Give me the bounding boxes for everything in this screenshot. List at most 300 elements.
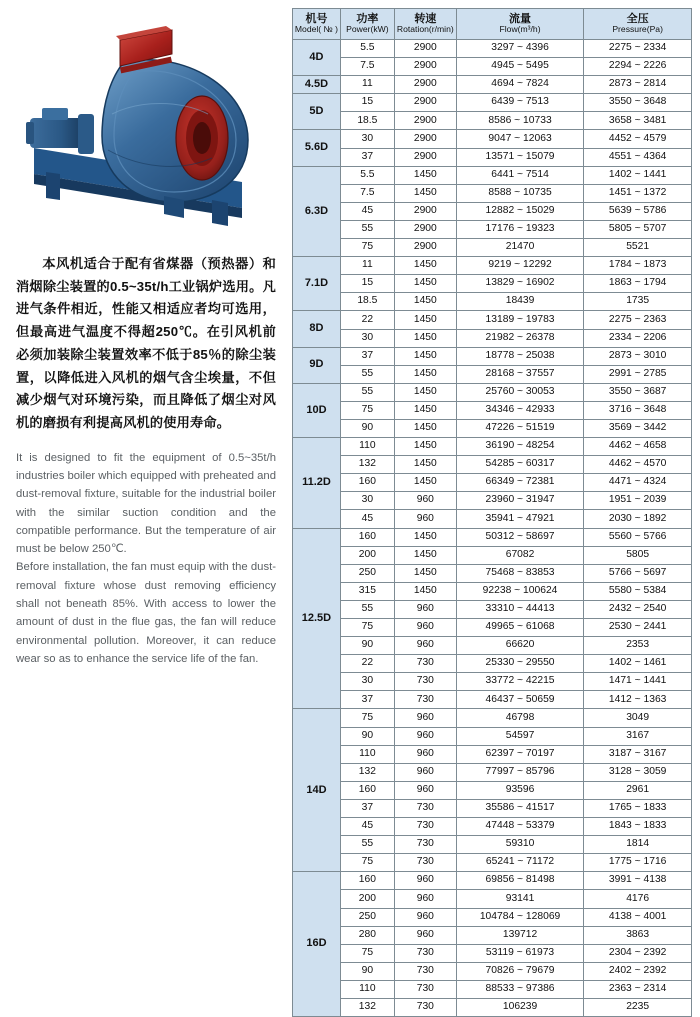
cell-flow: 8586 ~ 10733: [456, 112, 584, 130]
cell-power: 110: [340, 980, 394, 998]
table-row: [293, 818, 692, 836]
table-row: [293, 546, 692, 564]
cell-pressure: 4462 ~ 4570: [584, 456, 692, 474]
cell-rotation: 960: [394, 926, 456, 944]
table-row: [293, 275, 692, 293]
table-row: [293, 727, 692, 745]
table-row: [293, 944, 692, 962]
cell-power: 30: [340, 492, 394, 510]
cell-pressure: 3128 ~ 3059: [584, 763, 692, 781]
cell-rotation: 2900: [394, 58, 456, 76]
cell-rotation: 1450: [394, 456, 456, 474]
table-row: [293, 76, 692, 94]
cell-pressure: 2030 ~ 1892: [584, 510, 692, 528]
cell-pressure: 5521: [584, 239, 692, 257]
cell-rotation: 960: [394, 600, 456, 618]
cell-rotation: 960: [394, 727, 456, 745]
cell-power: 45: [340, 202, 394, 220]
cell-power: 18.5: [340, 112, 394, 130]
cell-power: 280: [340, 926, 394, 944]
column-header-flow-cn: 流量: [509, 12, 532, 25]
column-header-pressure: [584, 9, 692, 40]
cell-flow: 25330 ~ 29550: [456, 655, 584, 673]
cell-power: 15: [340, 275, 394, 293]
table-header: [293, 9, 692, 40]
table-row: [293, 329, 692, 347]
cell-flow: 65241 ~ 71172: [456, 854, 584, 872]
cell-flow: 47448 ~ 53379: [456, 818, 584, 836]
specification-table-wrapper: [292, 8, 692, 1017]
table-row: [293, 419, 692, 437]
cell-rotation: 1450: [394, 347, 456, 365]
cell-power: 75: [340, 619, 394, 637]
table-row: [293, 998, 692, 1016]
cell-power: 7.5: [340, 58, 394, 76]
cell-power: 45: [340, 510, 394, 528]
cell-pressure: 1451 ~ 1372: [584, 184, 692, 202]
cell-flow: 6441 ~ 7514: [456, 166, 584, 184]
cell-power: 75: [340, 709, 394, 727]
cell-rotation: 1450: [394, 166, 456, 184]
cell-rotation: 1450: [394, 419, 456, 437]
cell-rotation: 1450: [394, 311, 456, 329]
cell-power: 132: [340, 763, 394, 781]
cell-pressure: 2873 ~ 3010: [584, 347, 692, 365]
cell-pressure: 3167: [584, 727, 692, 745]
cell-flow: 139712: [456, 926, 584, 944]
cell-pressure: 1402 ~ 1461: [584, 655, 692, 673]
cell-flow: 54597: [456, 727, 584, 745]
table-row: [293, 691, 692, 709]
cell-model: 14D: [293, 709, 341, 872]
cell-rotation: 730: [394, 799, 456, 817]
cell-pressure: 1471 ~ 1441: [584, 673, 692, 691]
cell-power: 160: [340, 474, 394, 492]
cell-flow: 46798: [456, 709, 584, 727]
cell-power: 250: [340, 908, 394, 926]
cell-model: 16D: [293, 872, 341, 1017]
column-header-flow: [456, 9, 584, 40]
cell-rotation: 1450: [394, 184, 456, 202]
column-header-model: [293, 9, 341, 40]
table-row: [293, 40, 692, 58]
cell-flow: 18778 ~ 25038: [456, 347, 584, 365]
cell-flow: 92238 ~ 100624: [456, 582, 584, 600]
cell-flow: 3297 ~ 4396: [456, 40, 584, 58]
cell-pressure: 2275 ~ 2363: [584, 311, 692, 329]
cell-rotation: 730: [394, 655, 456, 673]
cell-power: 5.5: [340, 40, 394, 58]
cell-flow: 28168 ~ 37557: [456, 365, 584, 383]
cell-flow: 66620: [456, 637, 584, 655]
cell-flow: 6439 ~ 7513: [456, 94, 584, 112]
table-row: [293, 600, 692, 618]
table-row: [293, 401, 692, 419]
table-body: [293, 40, 692, 1017]
table-row: [293, 202, 692, 220]
table-row: [293, 148, 692, 166]
cell-pressure: 2530 ~ 2441: [584, 619, 692, 637]
cell-model: 4.5D: [293, 76, 341, 94]
cell-power: 55: [340, 365, 394, 383]
cell-pressure: 2991 ~ 2785: [584, 365, 692, 383]
cell-power: 18.5: [340, 293, 394, 311]
cell-power: 30: [340, 130, 394, 148]
fan-product-image: [16, 22, 274, 247]
table-row: [293, 962, 692, 980]
cell-pressure: 3863: [584, 926, 692, 944]
cell-model: 7.1D: [293, 257, 341, 311]
table-row: [293, 854, 692, 872]
cell-flow: 8588 ~ 10735: [456, 184, 584, 202]
cell-rotation: 2900: [394, 130, 456, 148]
table-row: [293, 799, 692, 817]
cell-rotation: 960: [394, 781, 456, 799]
cell-rotation: 1450: [394, 582, 456, 600]
table-row: [293, 94, 692, 112]
cell-rotation: 960: [394, 763, 456, 781]
cell-flow: 13571 ~ 15079: [456, 148, 584, 166]
cell-rotation: 730: [394, 980, 456, 998]
table-row: [293, 492, 692, 510]
column-header-power: [340, 9, 394, 40]
cell-rotation: 960: [394, 709, 456, 727]
cell-power: 132: [340, 998, 394, 1016]
fan-inlet-cone: [176, 96, 228, 180]
cell-flow: 62397 ~ 70197: [456, 745, 584, 763]
cell-model: 9D: [293, 347, 341, 383]
cell-rotation: 1450: [394, 528, 456, 546]
column-header-rotation: [394, 9, 456, 40]
cell-power: 55: [340, 836, 394, 854]
cell-pressure: 5766 ~ 5697: [584, 564, 692, 582]
cell-power: 90: [340, 637, 394, 655]
cell-rotation: 960: [394, 510, 456, 528]
cell-rotation: 960: [394, 908, 456, 926]
cell-rotation: 730: [394, 998, 456, 1016]
cell-rotation: 1450: [394, 546, 456, 564]
cell-rotation: 730: [394, 691, 456, 709]
cell-power: 75: [340, 944, 394, 962]
cell-flow: 18439: [456, 293, 584, 311]
cell-flow: 36190 ~ 48254: [456, 438, 584, 456]
cell-rotation: 730: [394, 944, 456, 962]
cell-pressure: 5805 ~ 5707: [584, 220, 692, 238]
cell-flow: 46437 ~ 50659: [456, 691, 584, 709]
cell-flow: 4694 ~ 7824: [456, 76, 584, 94]
cell-rotation: 2900: [394, 202, 456, 220]
description-chinese: [16, 253, 276, 435]
cell-pressure: 1784 ~ 1873: [584, 257, 692, 275]
cell-flow: 34346 ~ 42933: [456, 401, 584, 419]
cell-pressure: 2353: [584, 637, 692, 655]
cell-rotation: 1450: [394, 275, 456, 293]
table-row: [293, 709, 692, 727]
motor-assembly: [26, 108, 94, 154]
cell-pressure: 1863 ~ 1794: [584, 275, 692, 293]
cell-pressure: 3658 ~ 3481: [584, 112, 692, 130]
cell-pressure: 4176: [584, 890, 692, 908]
cell-pressure: 5805: [584, 546, 692, 564]
cell-pressure: 2873 ~ 2814: [584, 76, 692, 94]
table-row: [293, 908, 692, 926]
cell-power: 160: [340, 781, 394, 799]
cell-pressure: 1735: [584, 293, 692, 311]
column-header-power-cn: 功率: [356, 12, 379, 25]
cell-flow: 75468 ~ 83853: [456, 564, 584, 582]
table-row: [293, 872, 692, 890]
cell-pressure: 3550 ~ 3687: [584, 383, 692, 401]
cell-rotation: 1450: [394, 401, 456, 419]
cell-power: 45: [340, 818, 394, 836]
cell-power: 132: [340, 456, 394, 474]
cell-flow: 104784 ~ 128069: [456, 908, 584, 926]
cell-pressure: 1765 ~ 1833: [584, 799, 692, 817]
cell-flow: 69856 ~ 81498: [456, 872, 584, 890]
cell-flow: 9219 ~ 12292: [456, 257, 584, 275]
column-header-power-en: Power(kW): [346, 24, 389, 35]
cell-model: 8D: [293, 311, 341, 347]
cell-power: 22: [340, 655, 394, 673]
cell-rotation: 730: [394, 673, 456, 691]
cell-flow: 47226 ~ 51519: [456, 419, 584, 437]
cell-pressure: 3049: [584, 709, 692, 727]
description-english-paragraph-2: Before installation, the fan must equip with the dust-removal fixture whose dust removing efficiency shall not beneath 85%. With access to lower the amount of dust in the flue gas, the fan will reduce environmental pollution. Moreover, it can reduce wear so as to enhance the service life of the fan.: [16, 561, 276, 665]
cell-power: 90: [340, 419, 394, 437]
table-row: [293, 673, 692, 691]
cell-pressure: 1843 ~ 1833: [584, 818, 692, 836]
cell-power: 75: [340, 401, 394, 419]
cell-model: 6.3D: [293, 166, 341, 256]
cell-pressure: 4551 ~ 4364: [584, 148, 692, 166]
cell-rotation: 730: [394, 854, 456, 872]
table-row: [293, 293, 692, 311]
table-row: [293, 184, 692, 202]
cell-rotation: 1450: [394, 293, 456, 311]
cell-rotation: 1450: [394, 474, 456, 492]
cell-rotation: 960: [394, 890, 456, 908]
cell-flow: 93141: [456, 890, 584, 908]
cell-power: 7.5: [340, 184, 394, 202]
cell-power: 37: [340, 148, 394, 166]
cell-power: 90: [340, 727, 394, 745]
cell-rotation: 730: [394, 818, 456, 836]
cell-flow: 12882 ~ 15029: [456, 202, 584, 220]
cell-flow: 67082: [456, 546, 584, 564]
cell-flow: 50312 ~ 58697: [456, 528, 584, 546]
cell-flow: 35941 ~ 47921: [456, 510, 584, 528]
cell-pressure: 2363 ~ 2314: [584, 980, 692, 998]
cell-pressure: 5639 ~ 5786: [584, 202, 692, 220]
fan-illustration-svg: [16, 22, 274, 247]
table-row: [293, 781, 692, 799]
cell-pressure: 2235: [584, 998, 692, 1016]
cell-flow: 4945 ~ 5495: [456, 58, 584, 76]
table-row: [293, 112, 692, 130]
left-column: [0, 0, 288, 945]
cell-power: 30: [340, 673, 394, 691]
cell-flow: 21470: [456, 239, 584, 257]
cell-rotation: 2900: [394, 220, 456, 238]
cell-power: 160: [340, 528, 394, 546]
table-row: [293, 528, 692, 546]
cell-power: 110: [340, 438, 394, 456]
cell-rotation: 960: [394, 872, 456, 890]
cell-power: 75: [340, 854, 394, 872]
cell-pressure: 3187 ~ 3167: [584, 745, 692, 763]
cell-pressure: 2334 ~ 2206: [584, 329, 692, 347]
cell-flow: 23960 ~ 31947: [456, 492, 584, 510]
cell-rotation: 2900: [394, 94, 456, 112]
table-row: [293, 836, 692, 854]
cell-rotation: 1450: [394, 329, 456, 347]
cell-power: 37: [340, 347, 394, 365]
cell-pressure: 4471 ~ 4324: [584, 474, 692, 492]
cell-rotation: 2900: [394, 40, 456, 58]
column-header-flow-en: Flow(m³/h): [499, 24, 541, 35]
cell-power: 11: [340, 257, 394, 275]
cell-flow: 25760 ~ 30053: [456, 383, 584, 401]
cell-rotation: 1450: [394, 383, 456, 401]
cell-pressure: 3569 ~ 3442: [584, 419, 692, 437]
table-row: [293, 745, 692, 763]
cell-power: 200: [340, 890, 394, 908]
table-row: [293, 564, 692, 582]
cell-flow: 93596: [456, 781, 584, 799]
cell-flow: 33772 ~ 42215: [456, 673, 584, 691]
table-row: [293, 763, 692, 781]
cell-power: 15: [340, 94, 394, 112]
cell-rotation: 1450: [394, 438, 456, 456]
column-header-pressure-en: Pressure(Pa): [612, 24, 663, 35]
cell-flow: 106239: [456, 998, 584, 1016]
cell-flow: 88533 ~ 97386: [456, 980, 584, 998]
cell-rotation: 2900: [394, 148, 456, 166]
table-row: [293, 166, 692, 184]
cell-power: 315: [340, 582, 394, 600]
cell-pressure: 3991 ~ 4138: [584, 872, 692, 890]
cell-power: 250: [340, 564, 394, 582]
cell-rotation: 1450: [394, 365, 456, 383]
table-row: [293, 130, 692, 148]
cell-power: 200: [340, 546, 394, 564]
table-row: [293, 220, 692, 238]
cell-rotation: 960: [394, 637, 456, 655]
description-chinese-text: 本风机适合于配有省煤器（预热器）和消烟除尘装置的0.5~35t/h工业锅炉选用。凡进气条件相近，性能又相适应者均可选用，但最高进气温度不得超250℃。在引风机前必须加装除尘装置效率不低于85％的除尘装置，以降低进入风机的烟气含尘埃量，不但减少烟气对环境污染，而且降低了烟尘对风机的磨损有利提高风机的使用寿命。: [16, 256, 276, 430]
table-row: [293, 383, 692, 401]
cell-pressure: 4138 ~ 4001: [584, 908, 692, 926]
table-row: [293, 637, 692, 655]
table-row: [293, 655, 692, 673]
cell-pressure: 2275 ~ 2334: [584, 40, 692, 58]
cell-pressure: 1775 ~ 1716: [584, 854, 692, 872]
cell-power: 22: [340, 311, 394, 329]
cell-pressure: 5560 ~ 5766: [584, 528, 692, 546]
column-header-model-en: Model( № ): [294, 24, 338, 35]
cell-flow: 13829 ~ 16902: [456, 275, 584, 293]
cell-model: 5.6D: [293, 130, 341, 166]
table-row: [293, 619, 692, 637]
table-row: [293, 311, 692, 329]
cell-pressure: 1402 ~ 1441: [584, 166, 692, 184]
cell-power: 55: [340, 220, 394, 238]
cell-model: 11.2D: [293, 438, 341, 528]
cell-rotation: 2900: [394, 239, 456, 257]
specification-table: [292, 8, 692, 1017]
table-row: [293, 347, 692, 365]
cell-pressure: 2432 ~ 2540: [584, 600, 692, 618]
cell-pressure: 2961: [584, 781, 692, 799]
table-row: [293, 438, 692, 456]
cell-power: 55: [340, 600, 394, 618]
cell-power: 37: [340, 691, 394, 709]
cell-flow: 35586 ~ 41517: [456, 799, 584, 817]
cell-model: 4D: [293, 40, 341, 76]
cell-power: 160: [340, 872, 394, 890]
cell-pressure: 2304 ~ 2392: [584, 944, 692, 962]
cell-flow: 49965 ~ 61068: [456, 619, 584, 637]
cell-model: 12.5D: [293, 528, 341, 709]
cell-flow: 33310 ~ 44413: [456, 600, 584, 618]
cell-pressure: 4452 ~ 4579: [584, 130, 692, 148]
cell-rotation: 960: [394, 619, 456, 637]
table-row: [293, 365, 692, 383]
column-header-rotation-cn: 转速: [414, 12, 437, 25]
cell-rotation: 1450: [394, 564, 456, 582]
cell-rotation: 730: [394, 836, 456, 854]
cell-pressure: 1814: [584, 836, 692, 854]
table-row: [293, 456, 692, 474]
cell-flow: 9047 ~ 12063: [456, 130, 584, 148]
cell-pressure: 3550 ~ 3648: [584, 94, 692, 112]
cell-pressure: 1412 ~ 1363: [584, 691, 692, 709]
cell-power: 75: [340, 239, 394, 257]
cell-flow: 53119 ~ 61973: [456, 944, 584, 962]
cell-power: 11: [340, 76, 394, 94]
cell-pressure: 3716 ~ 3648: [584, 401, 692, 419]
column-header-pressure-cn: 全压: [626, 12, 649, 25]
cell-flow: 70826 ~ 79679: [456, 962, 584, 980]
cell-pressure: 1951 ~ 2039: [584, 492, 692, 510]
column-header-rotation-en: Rotation(r/min): [396, 24, 454, 35]
cell-flow: 77997 ~ 85796: [456, 763, 584, 781]
table-row: [293, 926, 692, 944]
table-row: [293, 980, 692, 998]
cell-power: 110: [340, 745, 394, 763]
cell-rotation: 730: [394, 962, 456, 980]
cell-rotation: 960: [394, 745, 456, 763]
table-row: [293, 582, 692, 600]
cell-power: 55: [340, 383, 394, 401]
cell-flow: 59310: [456, 836, 584, 854]
cell-flow: 21982 ~ 26378: [456, 329, 584, 347]
table-row: [293, 510, 692, 528]
cell-model: 5D: [293, 94, 341, 130]
fan-scroll-casing: [102, 26, 248, 202]
cell-power: 37: [340, 799, 394, 817]
table-row: [293, 257, 692, 275]
cell-pressure: 5580 ~ 5384: [584, 582, 692, 600]
cell-flow: 66349 ~ 72381: [456, 474, 584, 492]
cell-rotation: 1450: [394, 257, 456, 275]
cell-pressure: 2294 ~ 2226: [584, 58, 692, 76]
cell-power: 90: [340, 962, 394, 980]
cell-flow: 17176 ~ 19323: [456, 220, 584, 238]
cell-flow: 13189 ~ 19783: [456, 311, 584, 329]
column-header-model-cn: 机号: [305, 12, 328, 25]
cell-rotation: 2900: [394, 112, 456, 130]
table-row: [293, 890, 692, 908]
